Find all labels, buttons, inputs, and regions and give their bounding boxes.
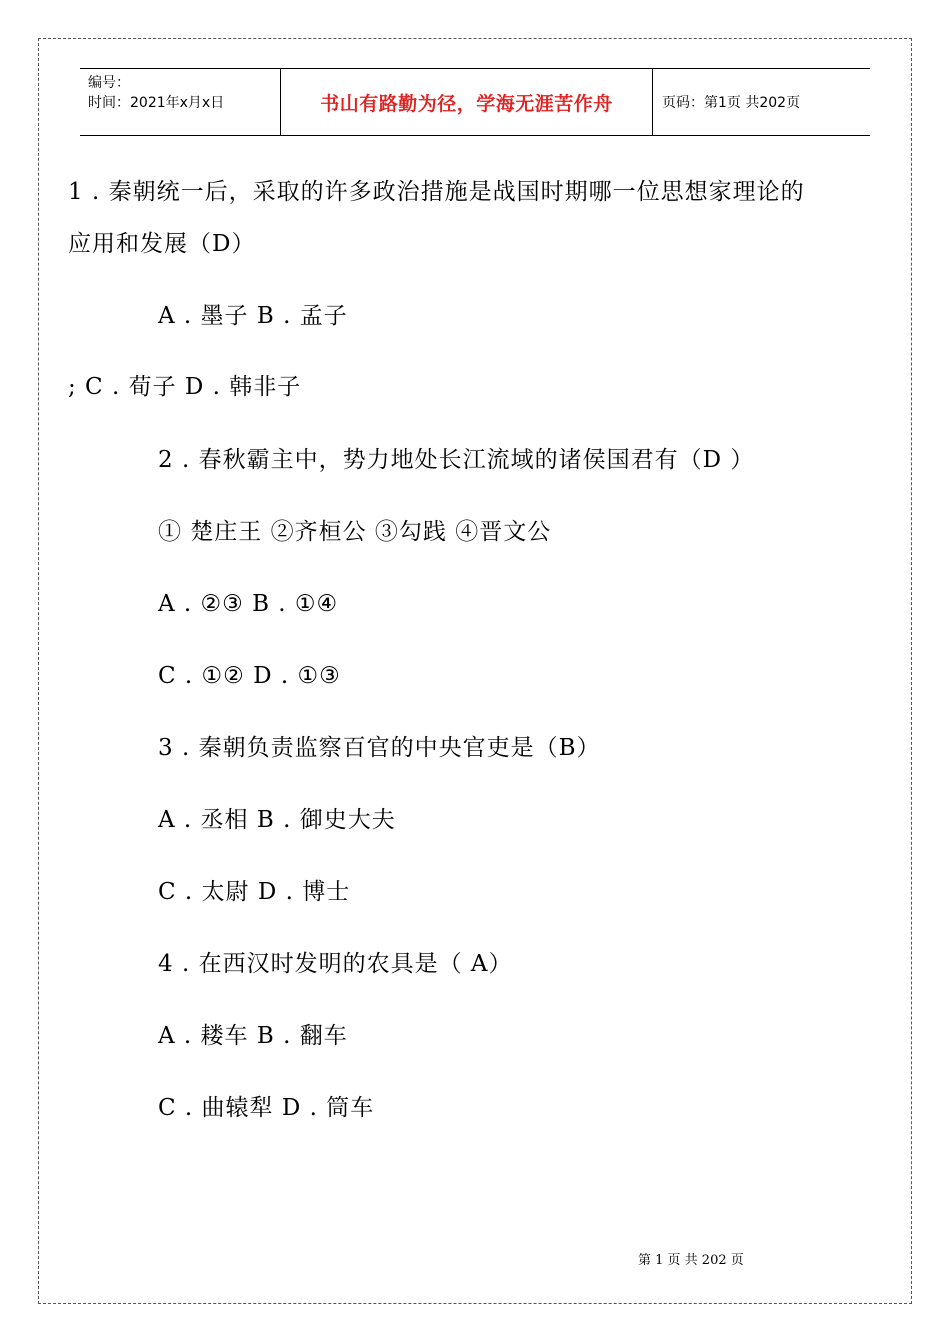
question-3-options-cd: C . 太尉 D . 博士: [158, 879, 351, 905]
question-2-options-cd: C . ①② D . ①③: [158, 663, 341, 689]
question-4-options-ab: A . 耧车 B . 翻车: [158, 1023, 348, 1049]
question-2-text: 2 . 春秋霸主中，势力地处长江流域的诸侯国君有（D ）: [158, 447, 755, 473]
header-meta: [80, 69, 281, 135]
question-1-options-ab: A . 墨子 B . 孟子: [158, 303, 348, 329]
question-1-continued: 应用和发展（D）: [68, 231, 256, 257]
document-number-label: 编号：: [88, 75, 130, 91]
header-motto: 书山有路勤为径，学海无涯苦作舟: [281, 69, 653, 135]
document-date: 时间：2021年x月x日: [88, 95, 225, 111]
question-1-options-cd: ; C . 荀子 D . 韩非子: [68, 374, 302, 400]
question-2-items: ① 楚庄王 ②齐桓公 ③勾践 ④晋文公: [158, 519, 552, 545]
header-page-info: 页码：第1页 共202页: [662, 95, 801, 111]
page-header: [80, 68, 870, 136]
question-4-text: 4 . 在西汉时发明的农具是（ A）: [158, 951, 513, 977]
page-footer: 第 1 页 共 202 页: [638, 1253, 744, 1268]
question-1-text: 1 . 秦朝统一后，采取的许多政治措施是战国时期哪一位思想家理论的: [68, 179, 805, 205]
question-3-text: 3 . 秦朝负责监察百官的中央官吏是（B）: [158, 735, 601, 761]
question-3-options-ab: A . 丞相 B . 御史大夫: [158, 807, 396, 833]
question-4-options-cd: C . 曲辕犁 D . 筒车: [158, 1095, 375, 1121]
question-2-options-ab: A . ②③ B . ①④: [158, 591, 339, 617]
